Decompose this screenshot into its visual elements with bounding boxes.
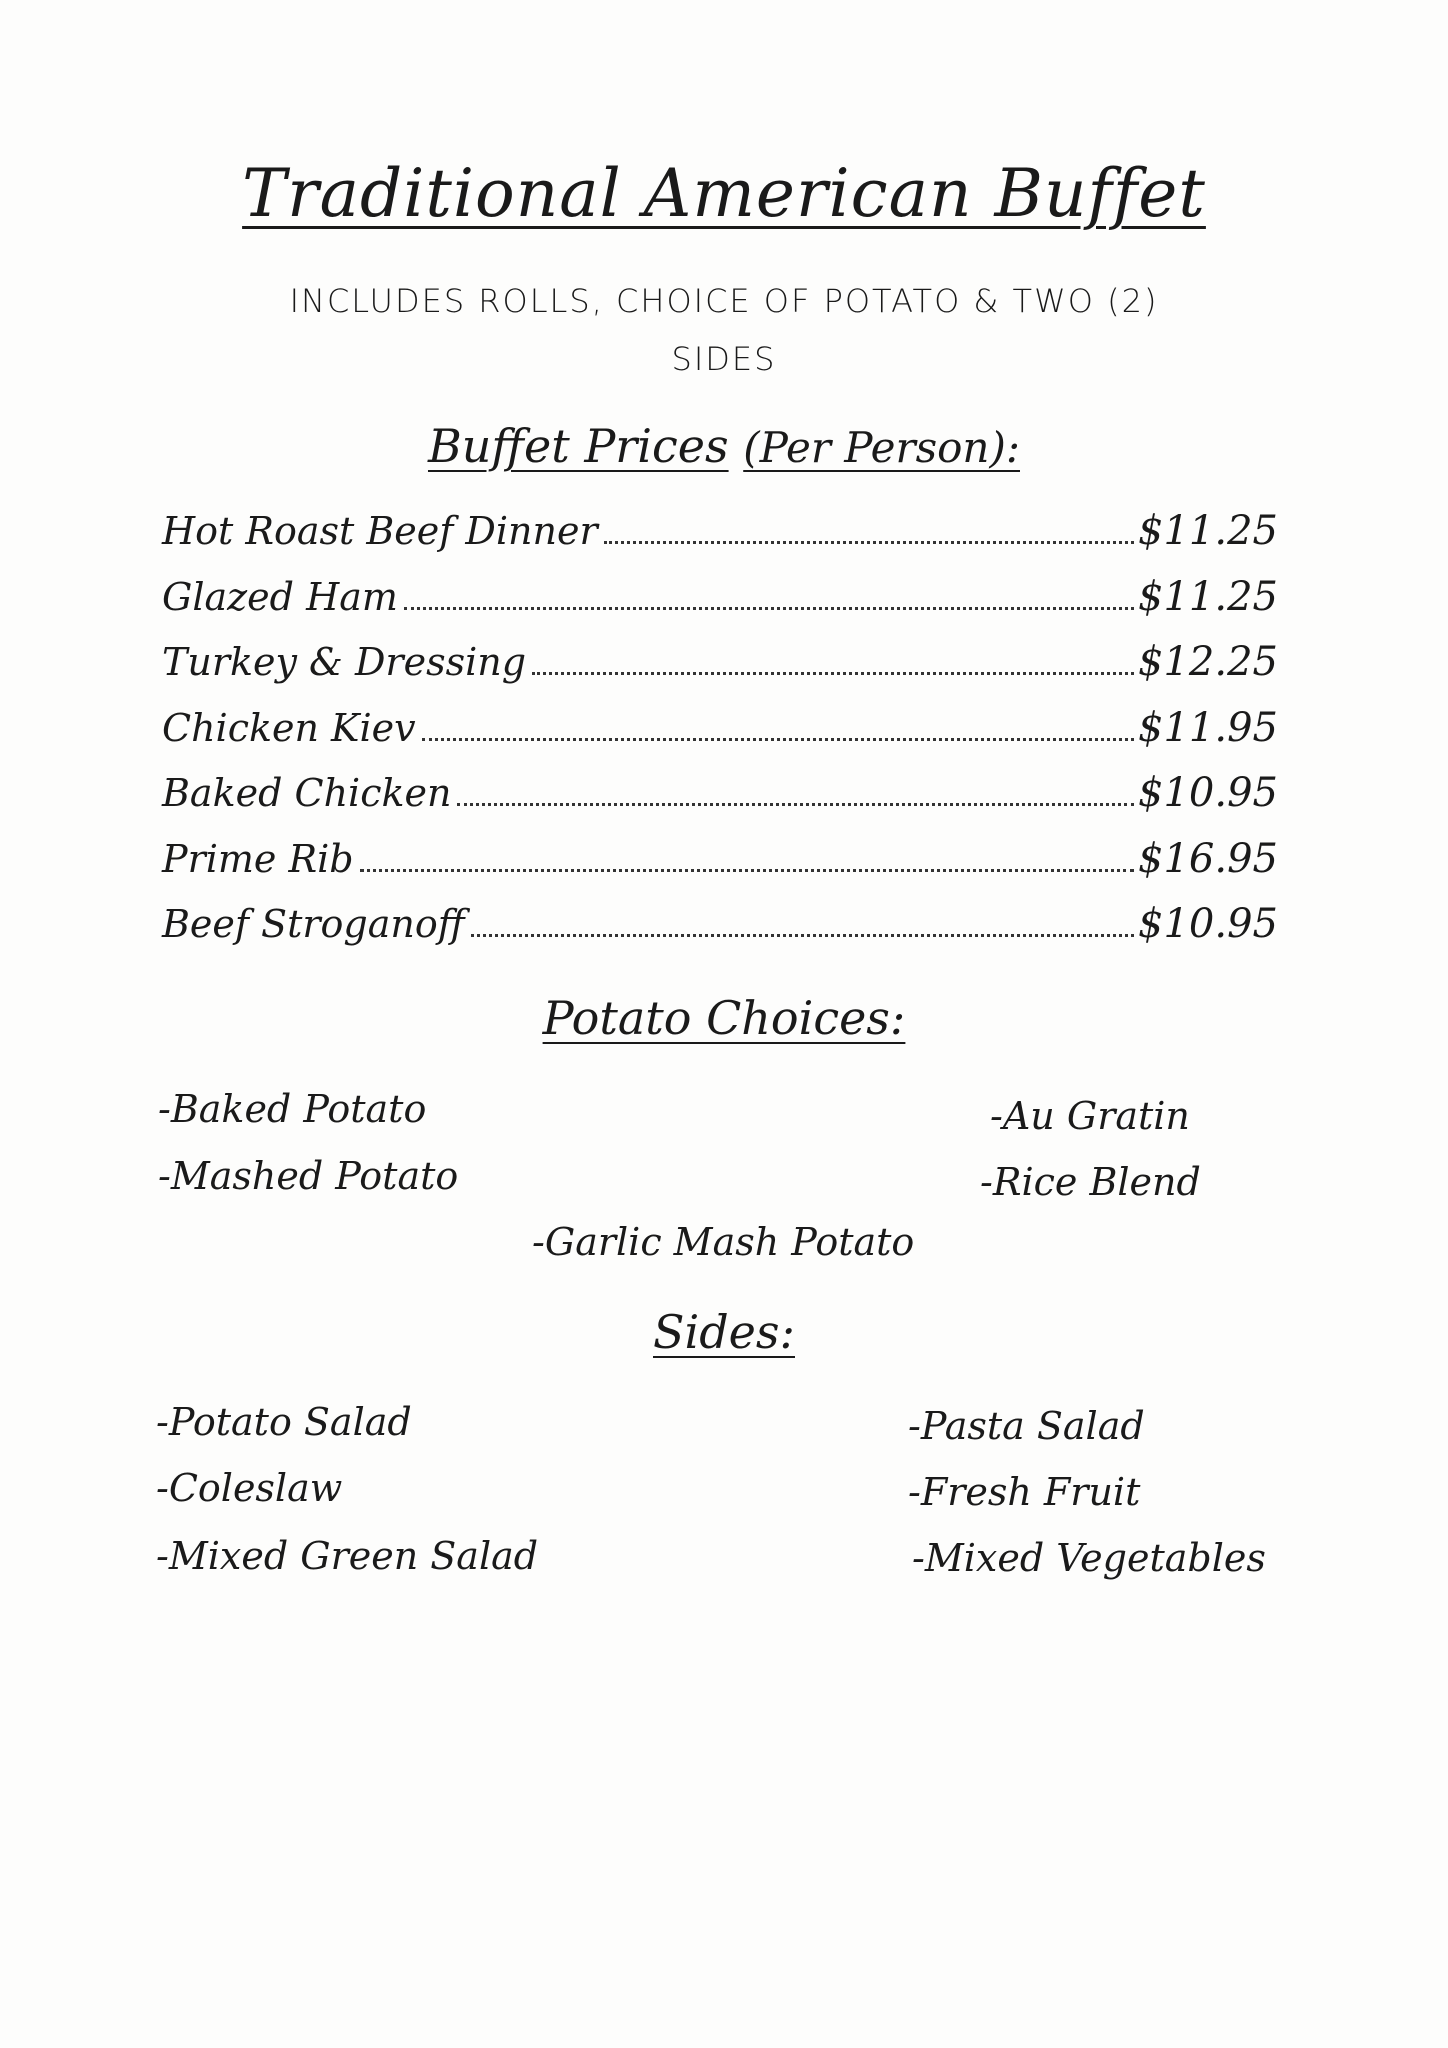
dish-price: $10.95 [1138,901,1278,947]
price-row [162,836,1288,902]
buffet-heading-note: (Per Person): [743,423,1020,472]
potato-choices-heading [0,990,1448,1046]
side-item: -Fresh Fruit [908,1470,1141,1514]
dish-price: $11.25 [1138,508,1278,554]
dish-name: Turkey & Dressing [162,640,527,684]
potato-heading-text: Potato Choices: [542,991,906,1045]
side-item: -Mixed Green Salad [156,1534,539,1578]
buffet-heading-text: Buffet Prices [427,419,729,473]
sides-heading [0,1304,1448,1360]
potato-item: -Mashed Potato [158,1154,459,1198]
price-row [162,508,1288,574]
potato-item: -Garlic Mash Potato [532,1220,915,1264]
menu-title-text: Traditional American Buffet [242,155,1206,232]
side-item: -Potato Salad [156,1400,412,1444]
price-row [162,705,1288,771]
buffet-price-list [162,508,1288,967]
dish-name: Chicken Kiev [162,705,416,750]
dish-name: Baked Chicken [162,771,452,815]
dot-leader [457,803,1134,806]
dot-leader [422,738,1134,741]
dish-name: Hot Roast Beef Dinner [162,509,598,553]
dot-leader [360,869,1134,872]
price-row [162,770,1288,836]
dish-name: Beef Stroganoff [162,902,465,946]
dot-leader [471,934,1134,937]
price-row [162,639,1288,705]
dish-price: $12.25 [1138,639,1278,685]
menu-subtitle [200,272,1248,388]
subtitle-line-2: SIDES [671,340,777,378]
subtitle-line-1: INCLUDES ROLLS, CHOICE OF POTATO & TWO (2) [289,282,1159,320]
dish-name: Prime Rib [162,836,354,881]
menu-title [0,152,1448,236]
side-item: -Coleslaw [156,1466,343,1510]
side-item: -Pasta Salad [908,1404,1145,1448]
dot-leader [604,541,1134,544]
sides-heading-text: Sides: [653,1305,795,1359]
dish-price: $10.95 [1138,770,1278,816]
dish-price: $11.95 [1138,704,1278,751]
side-item: -Mixed Vegetables [912,1536,1266,1580]
price-row [162,574,1288,640]
dot-leader [532,672,1134,675]
price-row [162,901,1288,967]
dish-price: $11.25 [1138,573,1278,620]
potato-item: -Rice Blend [980,1160,1201,1204]
dish-price: $16.95 [1138,835,1278,882]
potato-item: -Baked Potato [158,1087,427,1131]
buffet-prices-heading [0,418,1448,476]
dish-name: Glazed Ham [162,574,398,619]
dot-leader [404,607,1134,610]
potato-item: -Au Gratin [990,1094,1190,1138]
